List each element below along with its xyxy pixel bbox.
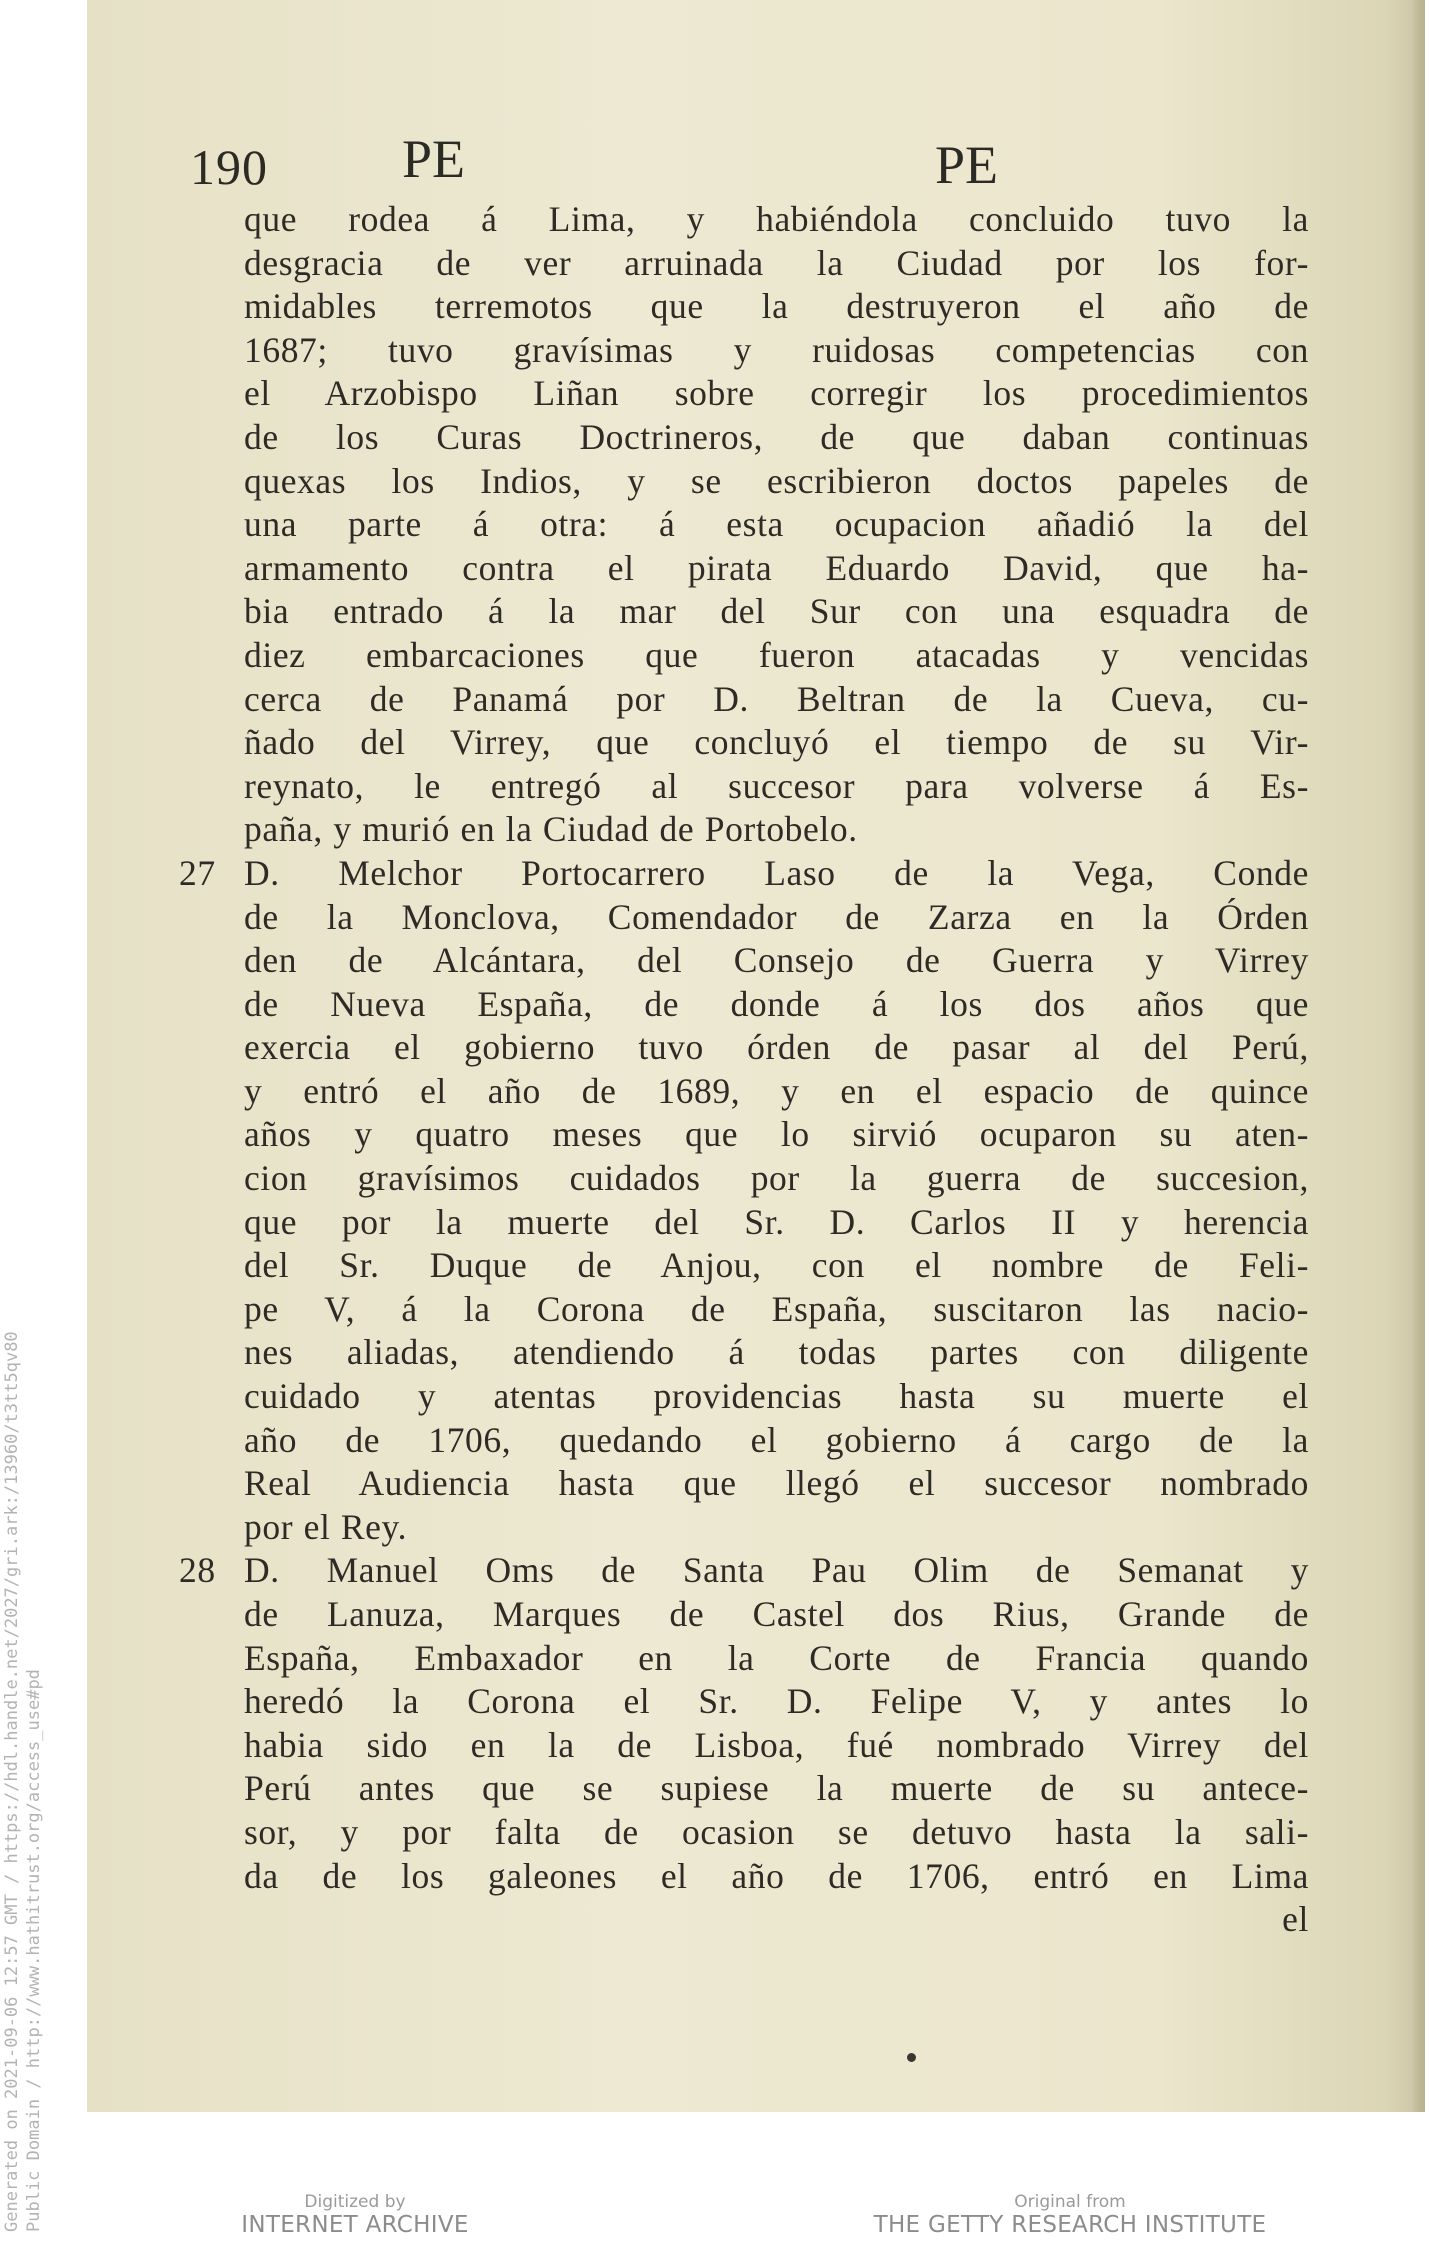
generation-stamp-line-2: Public Domain / http://www.hathitrust.org/access_use#pd [24, 1669, 44, 2232]
text-line: desgracia de ver arruinada la Ciudad por los for- [244, 242, 1309, 283]
paragraph-continuation [244, 198, 1309, 852]
ink-dot [907, 2053, 916, 2062]
text-line: cion gravísimos cuidados por la guerra de succesion, [244, 1158, 1309, 1199]
running-head [0, 128, 1429, 198]
text-line: reynato, le entregó al succesor para volverse á Es- [244, 765, 1309, 806]
text-line: año de 1706, quedando el gobierno á cargo de la [244, 1419, 1309, 1460]
text-line: armamento contra el pirata Eduardo David, que ha- [244, 547, 1309, 588]
text-line: diez embarcaciones que fueron atacadas y vencidas [244, 634, 1309, 675]
internet-archive-label: INTERNET ARCHIVE [241, 2212, 469, 2238]
text-line: España, Embaxador en la Corte de Francia quando [244, 1637, 1309, 1678]
text-line-content: D. Melchor Portocarrero Laso de la Vega, Conde [244, 852, 1309, 893]
text-line: una parte á otra: á esta ocupacion añadió la del [244, 504, 1309, 545]
text-line: de Lanuza, Marques de Castel dos Rius, Grande de [244, 1594, 1309, 1634]
digitized-by-label: Digitized by [304, 2192, 406, 2212]
text-line: 1687; tuvo gravísimas y ruidosas competencias con [244, 329, 1309, 370]
text-line: de Nueva España, de donde á los dos años que [244, 983, 1309, 1024]
text-line: habia sido en la de Lisboa, fué nombrado Virrey del [244, 1724, 1309, 1765]
original-from-label: Original from [1014, 2192, 1126, 2212]
getty-institute-label: THE GETTY RESEARCH INSTITUTE [873, 2212, 1267, 2238]
footer-attribution [0, 2180, 1429, 2242]
page-text-body [179, 198, 1309, 1942]
text-line: cuidado y atentas providencias hasta su muerte el [244, 1376, 1309, 1417]
text-line: por el Rey. [244, 1506, 408, 1547]
original-from-block [870, 2192, 1270, 2238]
digitized-by-block [230, 2192, 480, 2238]
running-head-left: PE [402, 129, 466, 189]
entry-number: 28 [179, 1550, 216, 1591]
text-line: el Arzobispo Liñan sobre corregir los procedimientos [244, 373, 1309, 414]
catchword: el [1282, 1899, 1309, 1940]
entry-27 [179, 852, 1309, 1550]
text-line [179, 852, 1309, 896]
text-line: nes aliadas, atendiendo á todas partes con diligente [244, 1332, 1309, 1373]
text-line: Perú antes que se supiese la muerte de su antece- [244, 1768, 1309, 1809]
page-number: 190 [190, 139, 268, 195]
generation-stamp [0, 1052, 60, 2232]
text-line: midables terremotos que la destruyeron el año de [244, 286, 1309, 327]
text-line: paña, y murió en la Ciudad de Portobelo. [244, 809, 858, 850]
page-edge-shadow [1411, 0, 1425, 2112]
running-head-right: PE [935, 135, 999, 195]
text-line: quexas los Indios, y se escribieron doctos papeles de [244, 460, 1309, 501]
text-line: de la Monclova, Comendador de Zarza en la Órden [244, 896, 1309, 937]
text-line: heredó la Corona el Sr. D. Felipe V, y antes lo [244, 1681, 1309, 1722]
text-line: que rodea á Lima, y habiéndola concluido tuvo la [244, 199, 1309, 239]
text-line: que por la muerte del Sr. D. Carlos II y herencia [244, 1201, 1309, 1242]
entry-number: 27 [179, 852, 216, 893]
text-line: de los Curas Doctrineros, de que daban continuas [244, 416, 1309, 457]
text-line: ñado del Virrey, que concluyó el tiempo de su Vir- [244, 722, 1309, 763]
entry-28 [179, 1549, 1309, 1941]
text-line: pe V, á la Corona de España, suscitaron las nacio- [244, 1288, 1309, 1329]
text-line [179, 1549, 1309, 1593]
text-line: da de los galeones el año de 1706, entró en Lima [244, 1855, 1309, 1896]
left-margin [0, 0, 87, 2242]
generation-stamp-line-1: Generated on 2021-09-06 12:57 GMT / https://hdl.handle.net/2027/gri.ark:/13960/t3tt5qv80 [2, 1331, 22, 2232]
text-line-content: D. Manuel Oms de Santa Pau Olim de Semanat y [244, 1550, 1309, 1591]
text-line: bia entrado á la mar del Sur con una esquadra de [244, 591, 1309, 632]
text-line: y entró el año de 1689, y en el espacio de quince [244, 1070, 1309, 1111]
text-line: del Sr. Duque de Anjou, con el nombre de Feli- [244, 1245, 1309, 1286]
text-line: sor, y por falta de ocasion se detuvo hasta la sali- [244, 1811, 1309, 1852]
text-line: den de Alcántara, del Consejo de Guerra y Virrey [244, 940, 1309, 981]
text-line: años y quatro meses que lo sirvió ocuparon su aten- [244, 1114, 1309, 1155]
text-line: cerca de Panamá por D. Beltran de la Cueva, cu- [244, 678, 1309, 719]
text-line: exercia el gobierno tuvo órden de pasar al del Perú, [244, 1027, 1309, 1068]
text-line: Real Audiencia hasta que llegó el succesor nombrado [244, 1463, 1309, 1504]
